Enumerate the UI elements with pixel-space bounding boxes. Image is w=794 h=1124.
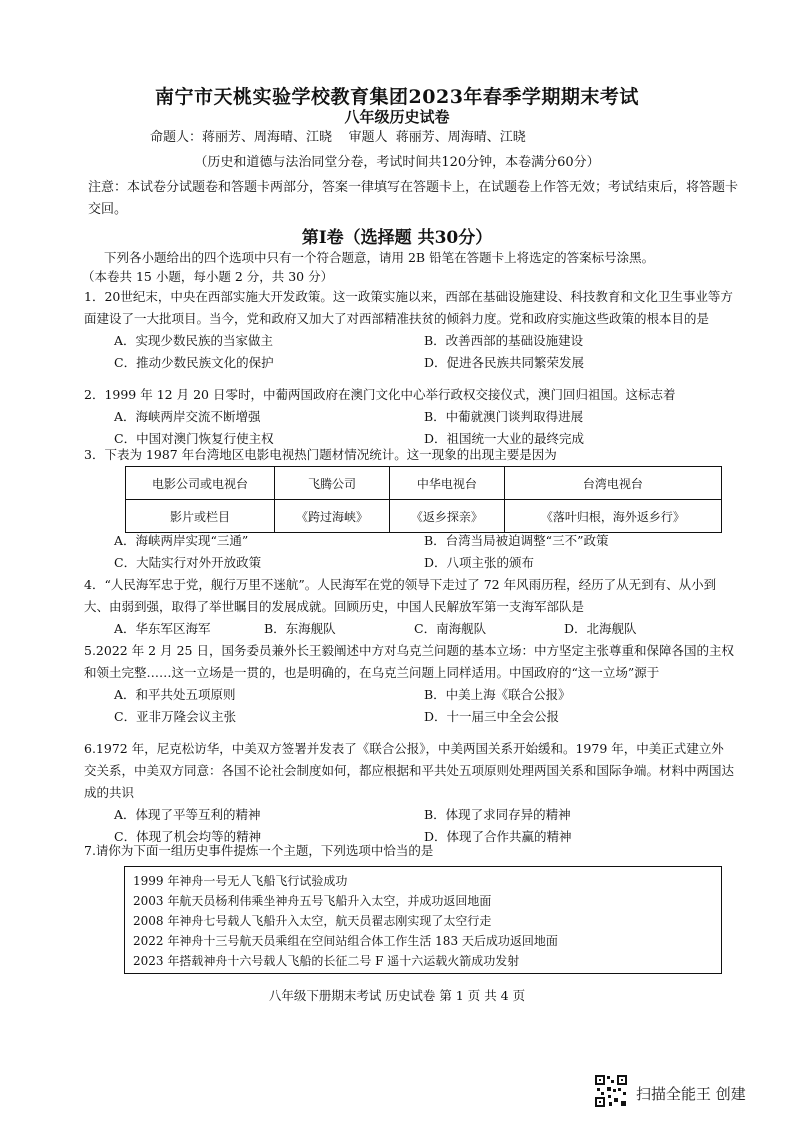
option-c: C．南海舰队 — [414, 621, 487, 636]
question-1 — [84, 286, 734, 374]
question-6 — [84, 738, 734, 848]
event-item: 1999 年神舟一号无人飞船飞行试验成功 — [133, 874, 348, 888]
option-b: B．东海舰队 — [264, 621, 336, 636]
option-d: D．促进各民族共同繁荣发展 — [424, 355, 585, 370]
table-cell: 《落叶归根，海外返乡行》 — [504, 500, 721, 533]
option-d: D．体现了合作共赢的精神 — [424, 829, 572, 844]
option-b: B．台湾当局被迫调整“三不”政策 — [424, 533, 609, 548]
question-4 — [84, 574, 734, 640]
question-2 — [84, 384, 734, 450]
event-item: 2003 年航天员杨利伟乘坐神舟五号飞船升入太空，并成功返回地面 — [133, 894, 492, 908]
table-cell: 电影公司或电视台 — [126, 467, 275, 500]
question-stem: 5.2022 年 2 月 25 日，国务委员兼外长王毅阐述中方对乌克兰问题的基本立场：中方坚定主张尊重和保障各国的主权和领土完整……这一立场是一贯的，也是明确的，在乌克兰问题上同样适用。中国政府的“这一立场”源于 — [84, 643, 734, 680]
event-item: 2023 年搭载神舟十六号载人飞船的长征二号 F 遥十六运载火箭成功发射 — [133, 954, 520, 968]
page-footer: 八年级下册期末考试 历史试卷 第 1 页 共 4 页 — [268, 988, 526, 1003]
option-b: B．改善西部的基础设施建设 — [424, 333, 584, 348]
option-a: A．华东军区海军 — [114, 621, 211, 636]
option-d: D．祖国统一大业的最终完成 — [424, 431, 585, 446]
event-item: 2022 年神舟十三号航天员乘组在空间站组合体工作生活 183 天后成功返回地面 — [133, 934, 558, 948]
event-item: 2008 年神舟七号载人飞船升入太空，航天员翟志刚实现了太空行走 — [133, 914, 492, 928]
exam-info: （历史和道德与法治同堂分卷，考试时间共120分钟，本卷满分60分） — [194, 155, 600, 170]
option-b: B．中美上海《联合公报》 — [424, 687, 571, 702]
option-a: A．实现少数民族的当家做主 — [114, 333, 274, 348]
table-header-row — [126, 467, 722, 500]
question-7 — [84, 840, 734, 862]
option-a: A．海峡两岸交流不断增强 — [114, 409, 261, 424]
question-3-options — [84, 530, 734, 574]
table-cell: 飞腾公司 — [275, 467, 390, 500]
option-b: B．体现了求同存异的精神 — [424, 807, 571, 822]
film-tv-table — [125, 466, 722, 533]
events-box — [124, 866, 722, 974]
option-d: D．十一届三中全会公报 — [424, 709, 560, 724]
scanner-watermark — [594, 1074, 746, 1112]
exam-title: 南宁市天桃实验学校教育集团2023年春季学期期末考试 — [155, 86, 639, 108]
table-cell: 台湾电视台 — [504, 467, 721, 500]
question-stem: 7.请你为下面一组历史事件提炼一个主题，下列选项中恰当的是 — [84, 843, 434, 858]
qr-code-icon — [594, 1074, 628, 1112]
option-a: A．和平共处五项原则 — [114, 687, 236, 702]
option-b: B．中葡就澳门谈判取得进展 — [424, 409, 584, 424]
option-d: D．八项主张的颁布 — [424, 555, 535, 570]
option-c: C．大陆实行对外开放政策 — [114, 555, 262, 570]
exam-notice: 注意：本试卷分试题卷和答题卡两部分，答案一律填写在答题卡上，在试题卷上作答无效；考试结束后，将答题卡交回。 — [88, 180, 739, 217]
question-stem: 6.1972 年，尼克松访华，中美双方签署并发表了《联合公报》，中美两国关系开始缓和。1979 年，中美正式建立外交关系，中美双方同意：各国不论社会制度如何，都应根据和平共处五项原则处理两国关系和国际争端。材料中两国达成的共识 — [84, 741, 735, 800]
question-3 — [84, 444, 734, 466]
watermark-text: 扫描全能王 创建 — [636, 1084, 746, 1103]
question-stem: 3．下表为 1987 年台湾地区电影电视热门题材情况统计。这一现象的出现主要是因为 — [84, 447, 557, 462]
option-d: D．北海舰队 — [564, 621, 637, 636]
option-c: C．中国对澳门恢复行使主权 — [114, 431, 274, 446]
question-5 — [84, 640, 734, 728]
option-c: C．推动少数民族文化的保护 — [114, 355, 274, 370]
table-row — [126, 500, 722, 533]
exam-authors: 命题人：蒋丽芳、周海晴、江晓 审题人 蒋丽芳、周海晴、江晓 — [150, 130, 526, 145]
option-c: C．亚非万隆会议主张 — [114, 709, 237, 724]
table-cell: 影片或栏目 — [126, 500, 275, 533]
question-stem: 1．20世纪末，中央在西部实施大开发政策。这一政策实施以来，西部在基础设施建设、科技教育和文化卫生事业等方面建设了一大批项目。当今，党和政府又加大了对西部精准扶贫的倾斜力度。党和政府实施这些政策的根本目的是 — [84, 289, 733, 326]
option-a: A．体现了平等互利的精神 — [114, 807, 261, 822]
table-cell: 中华电视台 — [389, 467, 504, 500]
option-a: A．海峡两岸实现“三通” — [114, 533, 249, 548]
exam-subtitle: 八年级历史试卷 — [344, 108, 450, 126]
question-stem: 4．“人民海军忠于党，舰行万里不迷航”。人民海军在党的领导下走过了 72 年风雨历程，经历了从无到有、从小到大、由弱到强，取得了举世瞩目的发展成就。回顾历史，中国人民解放军第一支海军部队是 — [84, 577, 717, 614]
option-c: C．体现了机会均等的精神 — [114, 829, 262, 844]
section-intro: 下列各小题给出的四个选项中只有一个符合题意，请用 2B 铅笔在答题卡上将选定的答案标号涂黑。 — [104, 250, 655, 265]
section-scoring: （本卷共 15 小题，每小题 2 分，共 30 分） — [82, 269, 334, 284]
table-cell: 《跨过海峡》 — [275, 500, 390, 533]
section-title: 第Ⅰ卷（选择题 共30分） — [301, 228, 493, 248]
question-stem: 2．1999 年 12 月 20 日零时，中葡两国政府在澳门文化中心举行政权交接仪式，澳门回归祖国。这标志着 — [84, 387, 676, 402]
table-cell: 《返乡探亲》 — [389, 500, 504, 533]
